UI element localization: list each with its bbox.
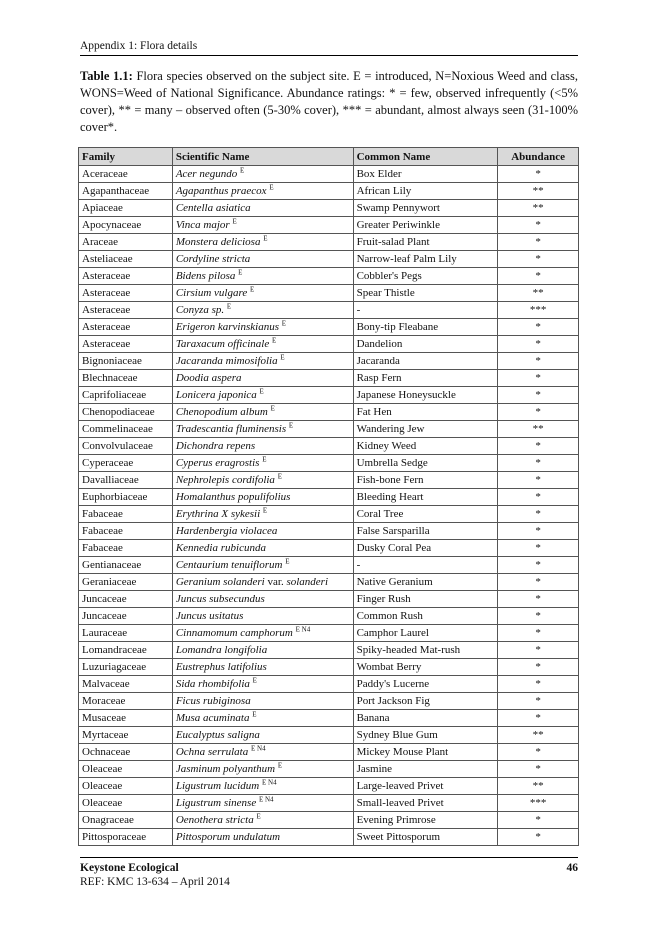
scientific-name-text: Cinnamomum camphorum bbox=[175, 627, 293, 639]
cell-common-name: Bony-tip Fleabane bbox=[353, 319, 498, 336]
cell-common-name: Sydney Blue Gum bbox=[353, 727, 498, 744]
table-row bbox=[79, 455, 579, 472]
scientific-name-text: Ligustrum lucidum bbox=[175, 780, 260, 792]
table-row bbox=[79, 268, 579, 285]
scientific-name-text: Agapanthus praecox bbox=[175, 185, 267, 197]
scientific-name-text: Centella asiatica bbox=[175, 202, 251, 214]
cell-scientific-name bbox=[172, 761, 353, 778]
status-superscript: E bbox=[270, 404, 275, 413]
caption-text: Flora species observed on the subject site. E = introduced, N=Noxious Weed and class, WONS=Weed of National Significance. Abundance ratings: * = few, observed infrequently (<5% cover), ** = many – observed often (5-30% cover), *** = abundant, almost always seen (31-100% cover*. bbox=[80, 69, 578, 134]
cell-scientific-name bbox=[172, 302, 353, 319]
cell-scientific-name bbox=[172, 523, 353, 540]
cell-scientific-name bbox=[172, 659, 353, 676]
scientific-name-text: Eucalyptus saligna bbox=[175, 729, 260, 741]
cell-abundance: * bbox=[498, 370, 579, 387]
cell-family: Asteraceae bbox=[79, 268, 173, 285]
cell-abundance: * bbox=[498, 812, 579, 829]
cell-scientific-name bbox=[172, 778, 353, 795]
table-header-row bbox=[79, 148, 579, 166]
scientific-name-text: Homalanthus populifolius bbox=[175, 491, 291, 503]
cell-common-name: Cobbler's Pegs bbox=[353, 268, 498, 285]
cell-abundance: * bbox=[498, 744, 579, 761]
cell-scientific-name bbox=[172, 812, 353, 829]
cell-abundance: * bbox=[498, 506, 579, 523]
cell-common-name: Common Rush bbox=[353, 608, 498, 625]
cell-abundance: * bbox=[498, 353, 579, 370]
cell-common-name: Camphor Laurel bbox=[353, 625, 498, 642]
table-row bbox=[79, 523, 579, 540]
cell-family: Euphorbiaceae bbox=[79, 489, 173, 506]
table-row bbox=[79, 217, 579, 234]
scientific-name-text: Erythrina X sykesii bbox=[175, 508, 261, 520]
cell-scientific-name bbox=[172, 795, 353, 812]
status-superscript: E bbox=[252, 710, 257, 719]
cell-family: Bignoniaceae bbox=[79, 353, 173, 370]
cell-family: Asteraceae bbox=[79, 285, 173, 302]
table-row bbox=[79, 574, 579, 591]
table-row bbox=[79, 472, 579, 489]
cell-common-name: Spear Thistle bbox=[353, 285, 498, 302]
cell-scientific-name bbox=[172, 489, 353, 506]
page-number: 46 bbox=[566, 862, 578, 874]
cell-abundance: ** bbox=[498, 200, 579, 217]
cell-family: Lauraceae bbox=[79, 625, 173, 642]
cell-common-name: African Lily bbox=[353, 183, 498, 200]
table-row bbox=[79, 387, 579, 404]
cell-common-name: - bbox=[353, 557, 498, 574]
cell-abundance: * bbox=[498, 591, 579, 608]
table-row bbox=[79, 557, 579, 574]
cell-abundance: * bbox=[498, 387, 579, 404]
scientific-name-infraspecific: solanderi bbox=[286, 576, 329, 588]
status-superscript: E bbox=[232, 217, 237, 226]
cell-abundance: * bbox=[498, 404, 579, 421]
cell-scientific-name bbox=[172, 200, 353, 217]
cell-common-name: Fruit-salad Plant bbox=[353, 234, 498, 251]
cell-common-name: Bleeding Heart bbox=[353, 489, 498, 506]
cell-abundance: * bbox=[498, 455, 579, 472]
table-row bbox=[79, 183, 579, 200]
table-row bbox=[79, 506, 579, 523]
cell-family: Juncaceae bbox=[79, 591, 173, 608]
cell-scientific-name bbox=[172, 421, 353, 438]
cell-abundance: * bbox=[498, 166, 579, 183]
table-row bbox=[79, 421, 579, 438]
header-text: Appendix 1: Flora details bbox=[80, 40, 198, 52]
cell-abundance: * bbox=[498, 319, 579, 336]
scientific-name-text: Cordyline stricta bbox=[175, 253, 251, 265]
scientific-name-text: Pittosporum undulatum bbox=[175, 831, 281, 843]
cell-scientific-name bbox=[172, 336, 353, 353]
cell-abundance: ** bbox=[498, 778, 579, 795]
cell-common-name: Mickey Mouse Plant bbox=[353, 744, 498, 761]
cell-family: Caprifoliaceae bbox=[79, 387, 173, 404]
cell-scientific-name bbox=[172, 438, 353, 455]
cell-scientific-name bbox=[172, 234, 353, 251]
cell-common-name: Coral Tree bbox=[353, 506, 498, 523]
status-superscript: E bbox=[263, 234, 268, 243]
table-row bbox=[79, 778, 579, 795]
cell-family: Cyperaceae bbox=[79, 455, 173, 472]
cell-abundance: * bbox=[498, 217, 579, 234]
table-row bbox=[79, 744, 579, 761]
cell-abundance: ** bbox=[498, 727, 579, 744]
cell-common-name: Evening Primrose bbox=[353, 812, 498, 829]
cell-common-name: Port Jackson Fig bbox=[353, 693, 498, 710]
cell-family: Agapanthaceae bbox=[79, 183, 173, 200]
cell-abundance: * bbox=[498, 251, 579, 268]
cell-abundance: * bbox=[498, 523, 579, 540]
cell-family: Apocynaceae bbox=[79, 217, 173, 234]
cell-abundance: * bbox=[498, 659, 579, 676]
cell-abundance: ** bbox=[498, 421, 579, 438]
cell-scientific-name bbox=[172, 353, 353, 370]
cell-common-name: Wandering Jew bbox=[353, 421, 498, 438]
table-row bbox=[79, 829, 579, 846]
table-row bbox=[79, 676, 579, 693]
cell-family: Oleaceae bbox=[79, 761, 173, 778]
cell-scientific-name bbox=[172, 710, 353, 727]
cell-abundance: ** bbox=[498, 183, 579, 200]
cell-common-name: Box Elder bbox=[353, 166, 498, 183]
flora-table bbox=[78, 147, 579, 846]
cell-family: Fabaceae bbox=[79, 506, 173, 523]
table-row bbox=[79, 727, 579, 744]
scientific-name-text: Jasminum polyanthum bbox=[175, 763, 276, 775]
cell-common-name: Sweet Pittosporum bbox=[353, 829, 498, 846]
status-superscript: E bbox=[226, 302, 232, 311]
cell-family: Convolvulaceae bbox=[79, 438, 173, 455]
cell-scientific-name bbox=[172, 727, 353, 744]
scientific-name-text: Monstera deliciosa bbox=[175, 236, 261, 248]
col-header-scientific-name: Scientific Name bbox=[172, 148, 353, 166]
cell-abundance: * bbox=[498, 268, 579, 285]
cell-common-name: Native Geranium bbox=[353, 574, 498, 591]
table-row bbox=[79, 353, 579, 370]
cell-scientific-name bbox=[172, 557, 353, 574]
cell-scientific-name bbox=[172, 404, 353, 421]
scientific-name-qualifier: var. bbox=[264, 576, 287, 588]
cell-common-name: Jacaranda bbox=[353, 353, 498, 370]
col-header-common-name: Common Name bbox=[353, 148, 498, 166]
cell-abundance: *** bbox=[498, 302, 579, 319]
status-superscript: E N4 bbox=[258, 795, 274, 804]
page-header bbox=[80, 40, 578, 56]
scientific-name-text: Geranium solanderi bbox=[175, 576, 265, 588]
scientific-name-text: Hardenbergia violacea bbox=[175, 525, 278, 537]
cell-scientific-name bbox=[172, 693, 353, 710]
cell-common-name: Greater Periwinkle bbox=[353, 217, 498, 234]
cell-common-name: Banana bbox=[353, 710, 498, 727]
cell-abundance: * bbox=[498, 829, 579, 846]
cell-family: Myrtaceae bbox=[79, 727, 173, 744]
scientific-name-text: Conyza sp. bbox=[175, 304, 225, 316]
scientific-name-text: Juncus usitatus bbox=[175, 610, 244, 622]
scientific-name-text: Tradescantia fluminensis bbox=[175, 423, 287, 435]
cell-family: Oleaceae bbox=[79, 795, 173, 812]
cell-family: Moraceae bbox=[79, 693, 173, 710]
scientific-name-text: Lomandra longifolia bbox=[175, 644, 268, 656]
table-row bbox=[79, 761, 579, 778]
status-superscript: E bbox=[281, 319, 287, 328]
cell-scientific-name bbox=[172, 676, 353, 693]
table-row bbox=[79, 166, 579, 183]
table-row bbox=[79, 795, 579, 812]
table-row bbox=[79, 540, 579, 557]
table-row bbox=[79, 591, 579, 608]
cell-abundance: * bbox=[498, 438, 579, 455]
cell-scientific-name bbox=[172, 319, 353, 336]
cell-abundance: * bbox=[498, 574, 579, 591]
table-row bbox=[79, 608, 579, 625]
cell-common-name: Swamp Pennywort bbox=[353, 200, 498, 217]
scientific-name-text: Lonicera japonica bbox=[175, 389, 257, 401]
scientific-name-text: Acer negundo bbox=[175, 168, 238, 180]
cell-family: Araceae bbox=[79, 234, 173, 251]
status-superscript: E bbox=[285, 557, 290, 566]
cell-abundance: * bbox=[498, 608, 579, 625]
scientific-name-text: Ficus rubiginosa bbox=[175, 695, 251, 707]
cell-abundance: * bbox=[498, 676, 579, 693]
cell-abundance: * bbox=[498, 761, 579, 778]
table-row bbox=[79, 251, 579, 268]
cell-common-name: Fat Hen bbox=[353, 404, 498, 421]
cell-family: Oleaceae bbox=[79, 778, 173, 795]
cell-family: Gentianaceae bbox=[79, 557, 173, 574]
status-superscript: E bbox=[280, 353, 285, 362]
cell-family: Pittosporaceae bbox=[79, 829, 173, 846]
status-superscript: E bbox=[262, 455, 267, 464]
cell-common-name: Dandelion bbox=[353, 336, 498, 353]
cell-abundance: *** bbox=[498, 795, 579, 812]
scientific-name-text: Centaurium tenuiflorum bbox=[175, 559, 283, 571]
cell-family: Asteraceae bbox=[79, 336, 173, 353]
scientific-name-text: Cirsium vulgare bbox=[175, 287, 248, 299]
scientific-name-text: Ochna serrulata bbox=[175, 746, 249, 758]
scientific-name-text: Jacaranda mimosifolia bbox=[175, 355, 278, 367]
status-superscript: E bbox=[249, 285, 255, 294]
scientific-name-text: Kennedia rubicunda bbox=[175, 542, 266, 554]
cell-family: Fabaceae bbox=[79, 540, 173, 557]
scientific-name-text: Eustrephus latifolius bbox=[175, 661, 267, 673]
cell-common-name: Spiky-headed Mat-rush bbox=[353, 642, 498, 659]
status-superscript: E bbox=[238, 268, 243, 277]
table-caption bbox=[80, 68, 578, 136]
cell-scientific-name bbox=[172, 387, 353, 404]
table-body bbox=[79, 166, 579, 846]
table-row bbox=[79, 489, 579, 506]
table-row bbox=[79, 336, 579, 353]
cell-scientific-name bbox=[172, 642, 353, 659]
cell-abundance: * bbox=[498, 710, 579, 727]
cell-family: Blechnaceae bbox=[79, 370, 173, 387]
cell-scientific-name bbox=[172, 574, 353, 591]
status-superscript: E bbox=[269, 183, 274, 192]
scientific-name-text: Cyperus eragrostis bbox=[175, 457, 260, 469]
table-row bbox=[79, 710, 579, 727]
scientific-name-text: Ligustrum sinense bbox=[175, 797, 257, 809]
page-footer bbox=[80, 857, 578, 889]
cell-scientific-name bbox=[172, 455, 353, 472]
cell-common-name: - bbox=[353, 302, 498, 319]
cell-family: Geraniaceae bbox=[79, 574, 173, 591]
table-row bbox=[79, 200, 579, 217]
cell-family: Onagraceae bbox=[79, 812, 173, 829]
table-row bbox=[79, 234, 579, 251]
cell-scientific-name bbox=[172, 285, 353, 302]
caption-label: Table 1.1: bbox=[80, 69, 133, 83]
table-row bbox=[79, 404, 579, 421]
cell-scientific-name bbox=[172, 591, 353, 608]
scientific-name-text: Sida rhombifolia bbox=[175, 678, 250, 690]
table-row bbox=[79, 285, 579, 302]
cell-family: Apiaceae bbox=[79, 200, 173, 217]
cell-family: Ochnaceae bbox=[79, 744, 173, 761]
cell-family: Chenopodiaceae bbox=[79, 404, 173, 421]
cell-abundance: * bbox=[498, 625, 579, 642]
status-superscript: E N4 bbox=[295, 625, 311, 634]
cell-common-name: Fish-bone Fern bbox=[353, 472, 498, 489]
cell-abundance: * bbox=[498, 540, 579, 557]
status-superscript: E N4 bbox=[251, 744, 266, 753]
cell-abundance: * bbox=[498, 234, 579, 251]
cell-abundance: * bbox=[498, 693, 579, 710]
cell-scientific-name bbox=[172, 251, 353, 268]
cell-scientific-name bbox=[172, 370, 353, 387]
cell-common-name: Dusky Coral Pea bbox=[353, 540, 498, 557]
status-superscript: E bbox=[288, 421, 294, 430]
cell-family: Aceraceae bbox=[79, 166, 173, 183]
cell-family: Fabaceae bbox=[79, 523, 173, 540]
scientific-name-text: Chenopodium album bbox=[175, 406, 268, 418]
cell-common-name: Finger Rush bbox=[353, 591, 498, 608]
cell-family: Malvaceae bbox=[79, 676, 173, 693]
scientific-name-text: Taraxacum officinale bbox=[175, 338, 270, 350]
cell-abundance: * bbox=[498, 489, 579, 506]
table-row bbox=[79, 642, 579, 659]
cell-scientific-name bbox=[172, 472, 353, 489]
status-superscript: E bbox=[259, 387, 264, 396]
cell-scientific-name bbox=[172, 829, 353, 846]
cell-family: Juncaceae bbox=[79, 608, 173, 625]
cell-scientific-name bbox=[172, 183, 353, 200]
table-row bbox=[79, 659, 579, 676]
cell-common-name: Japanese Honeysuckle bbox=[353, 387, 498, 404]
cell-family: Asteraceae bbox=[79, 319, 173, 336]
cell-family: Commelinaceae bbox=[79, 421, 173, 438]
cell-abundance: * bbox=[498, 557, 579, 574]
footer-ref: REF: KMC 13-634 – April 2014 bbox=[80, 876, 230, 888]
scientific-name-text: Oenothera stricta bbox=[175, 814, 254, 826]
scientific-name-text: Dichondra repens bbox=[175, 440, 256, 452]
cell-common-name: Kidney Weed bbox=[353, 438, 498, 455]
table-row bbox=[79, 812, 579, 829]
status-superscript: E bbox=[271, 336, 277, 345]
cell-scientific-name bbox=[172, 506, 353, 523]
cell-scientific-name bbox=[172, 625, 353, 642]
status-superscript: E bbox=[277, 472, 282, 481]
cell-abundance: * bbox=[498, 642, 579, 659]
scientific-name-text: Bidens pilosa bbox=[175, 270, 236, 282]
cell-common-name: Small-leaved Privet bbox=[353, 795, 498, 812]
scientific-name-text: Vinca major bbox=[175, 219, 230, 231]
status-superscript: E bbox=[277, 761, 283, 770]
footer-org: Keystone Ecological bbox=[80, 862, 179, 874]
cell-family: Asteraceae bbox=[79, 302, 173, 319]
status-superscript: E bbox=[262, 506, 268, 515]
scientific-name-text: Juncus subsecundus bbox=[175, 593, 265, 605]
col-header-abundance: Abundance bbox=[498, 148, 579, 166]
cell-family: Asteliaceae bbox=[79, 251, 173, 268]
status-superscript: E bbox=[239, 166, 245, 175]
cell-scientific-name bbox=[172, 268, 353, 285]
cell-abundance: * bbox=[498, 336, 579, 353]
status-superscript: E bbox=[252, 676, 257, 685]
scientific-name-text: Erigeron karvinskianus bbox=[175, 321, 279, 333]
cell-common-name: Umbrella Sedge bbox=[353, 455, 498, 472]
cell-scientific-name bbox=[172, 166, 353, 183]
status-superscript: E N4 bbox=[262, 778, 277, 787]
table-row bbox=[79, 319, 579, 336]
status-superscript: E bbox=[256, 812, 261, 821]
table-row bbox=[79, 693, 579, 710]
table-row bbox=[79, 625, 579, 642]
cell-family: Luzuriagaceae bbox=[79, 659, 173, 676]
scientific-name-text: Doodia aspera bbox=[175, 372, 242, 384]
cell-common-name: False Sarsparilla bbox=[353, 523, 498, 540]
cell-common-name: Rasp Fern bbox=[353, 370, 498, 387]
cell-family: Musaceae bbox=[79, 710, 173, 727]
cell-scientific-name bbox=[172, 540, 353, 557]
cell-family: Davalliaceae bbox=[79, 472, 173, 489]
table-row bbox=[79, 438, 579, 455]
cell-scientific-name bbox=[172, 744, 353, 761]
scientific-name-text: Musa acuminata bbox=[175, 712, 250, 724]
cell-common-name: Paddy's Lucerne bbox=[353, 676, 498, 693]
cell-abundance: * bbox=[498, 472, 579, 489]
cell-scientific-name bbox=[172, 608, 353, 625]
cell-common-name: Jasmine bbox=[353, 761, 498, 778]
cell-common-name: Wombat Berry bbox=[353, 659, 498, 676]
cell-family: Lomandraceae bbox=[79, 642, 173, 659]
table-row bbox=[79, 370, 579, 387]
cell-abundance: ** bbox=[498, 285, 579, 302]
scientific-name-text: Nephrolepis cordifolia bbox=[175, 474, 275, 486]
table-row bbox=[79, 302, 579, 319]
col-header-family: Family bbox=[79, 148, 173, 166]
cell-common-name: Large-leaved Privet bbox=[353, 778, 498, 795]
cell-common-name: Narrow-leaf Palm Lily bbox=[353, 251, 498, 268]
cell-scientific-name bbox=[172, 217, 353, 234]
